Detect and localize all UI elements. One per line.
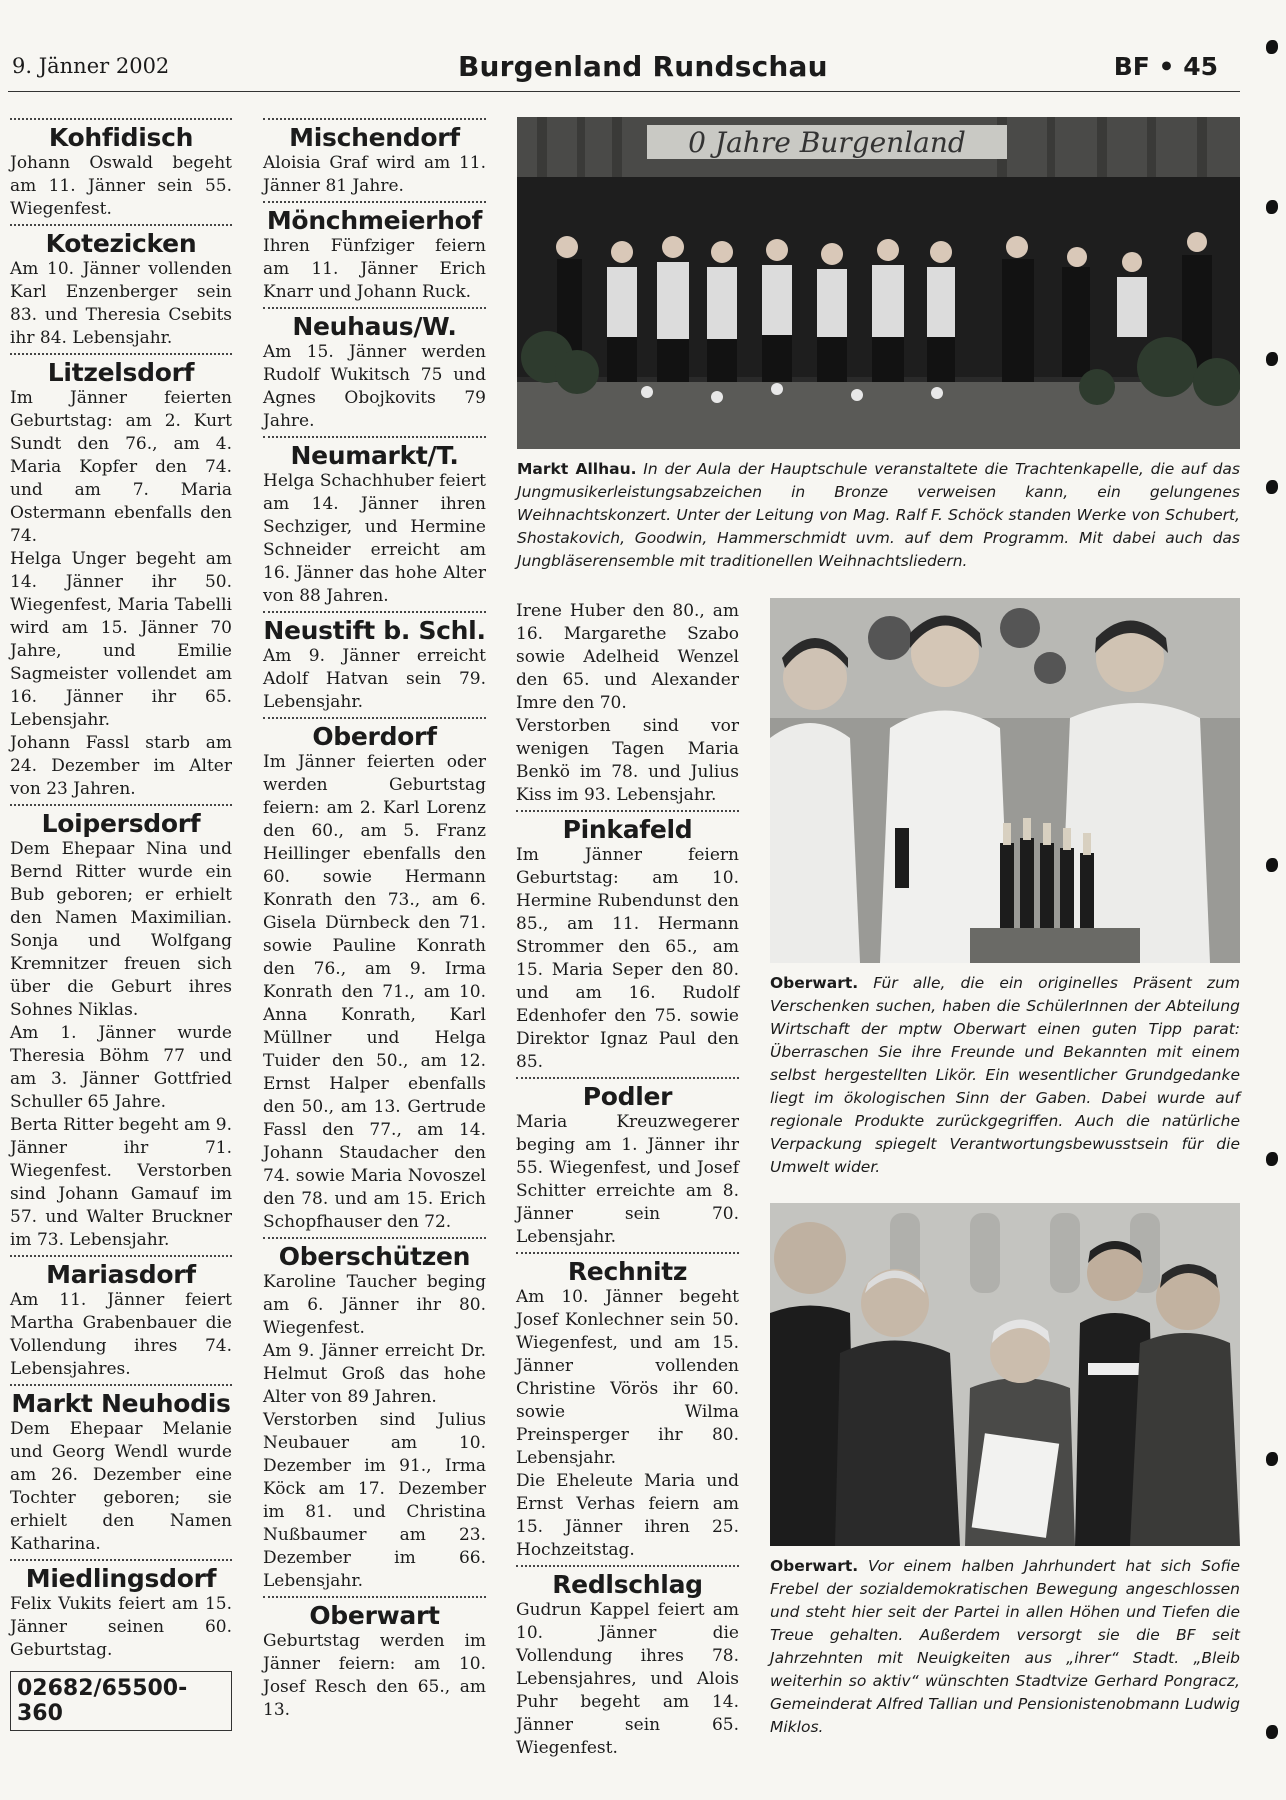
item-text: Am 10. Jänner vollenden Karl Enzenberger sein 83. und Theresia Csebits ihr 84. Lebensjahr. xyxy=(10,259,232,348)
place-heading: Redlschlag xyxy=(552,1570,703,1599)
column-1 xyxy=(10,118,232,1731)
place-heading: Pinkafeld xyxy=(562,815,693,844)
place-heading: Mariasdorf xyxy=(46,1260,196,1289)
scan-mark xyxy=(1266,480,1278,494)
news-item xyxy=(263,717,486,1234)
news-item xyxy=(516,1077,739,1249)
place-heading: Kotezicken xyxy=(45,229,197,258)
item-text: Im Jänner feierten Geburtstag: am 2. Kurt Sundt den 76., am 4. Maria Kopfer den 74. und am 7. Maria Ostermann ebenfalls den 74. xyxy=(10,388,232,546)
item-text: Berta Ritter begeht am 9. Jänner ihr 71. Wiegenfest. Verstorben sind Johann Gamauf im 57. und Walter Bruckner im 73. Lebensjahr. xyxy=(10,1115,232,1250)
news-item xyxy=(10,1384,232,1556)
item-text: Johann Oswald begeht am 11. Jänner sein 55. Wiegenfest. xyxy=(10,153,232,219)
place-heading: Miedlingsdorf xyxy=(25,1564,217,1593)
item-text: Dem Ehepaar Nina und Bernd Ritter wurde ein Bub geboren; er erhielt den Namen Maximilian. Sonja und Wolfgang Kremnitzer freuen sich über die Geburt ihres Sohnes Niklas. xyxy=(10,839,232,1020)
place-heading: Litzelsdorf xyxy=(47,358,195,387)
place-heading: Oberschützen xyxy=(278,1242,471,1271)
item-text: Johann Fassl starb am 24. Dezember im Alter von 23 Jahren. xyxy=(10,733,232,799)
item-text: Am 11. Jänner feiert Martha Grabenbauer die Vollendung ihres 74. Lebensjahres. xyxy=(10,1290,232,1379)
news-item xyxy=(10,1255,232,1381)
item-text: Am 1. Jänner wurde Theresia Böhm 77 und am 3. Jänner Gottfried Schuller 65 Jahre. xyxy=(10,1023,232,1112)
place-heading: Mischendorf xyxy=(289,123,460,152)
caption-lead: Oberwart. xyxy=(770,1557,859,1575)
newspaper-title: Burgenland Rundschau xyxy=(458,50,828,83)
item-text: Verstorben sind Julius Neubauer am 10. Dezember im 91., Irma Köck am 17. Dezember im 81. und Christina Nußbaumer am 23. Dezember im 66. Lebensjahr. xyxy=(263,1410,486,1591)
scan-mark xyxy=(1266,200,1278,214)
news-item xyxy=(263,1237,486,1593)
item-text: Am 10. Jänner begeht Josef Konlechner sein 50. Wiegenfest, und am 15. Jänner vollenden Christine Vörös ihr 60. sowie Wilma Preinsperger ihr 80. Lebensjahr. xyxy=(516,1287,739,1468)
item-text: Dem Ehepaar Melanie und Georg Wendl wurde am 26. Dezember eine Tochter geboren; sie erhielt den Namen Katharina. xyxy=(10,1419,232,1554)
news-item xyxy=(10,224,232,350)
scan-mark xyxy=(1266,40,1278,54)
item-text: Im Jänner feierten oder werden Geburtstag feiern: am 2. Karl Lorenz den 60., am 5. Franz Heillinger ebenfalls den 60. sowie Hermann Konrath den 73., am 6. Gisela Dürnbeck den 71. sowie Pauline Konrath den 76., am 9. Irma Konrath den 71., am 10. Anna Konrath, Karl Müllner und Helga Tuider den 50., am 12. Ernst Halper ebenfalls den 50., am 13. Gertrude Fassl den 77., am 14. Johann Staudacher den 74. sowie Maria Novoszel den 78. und am 15. Erich Schopfhauser den 72. xyxy=(263,752,486,1232)
scan-mark xyxy=(1266,1452,1278,1466)
honor-photo xyxy=(770,1203,1240,1546)
place-heading: Oberwart xyxy=(309,1601,440,1630)
place-heading: Neustift b. Schl. xyxy=(263,616,486,645)
item-text: Am 9. Jänner erreicht Adolf Hatvan sein 79. Lebensjahr. xyxy=(263,646,486,712)
item-text: Am 15. Jänner werden Rudolf Wukitsch 75 und Agnes Obojkovits 79 Jahre. xyxy=(263,342,486,431)
item-text: Felix Vukits feiert am 15. Jänner seinen 60. Geburtstag. xyxy=(10,1594,232,1660)
concert-photo-image xyxy=(517,117,1240,449)
item-text: Ihren Fünfziger feiern am 11. Jänner Erich Knarr und Johann Ruck. xyxy=(263,236,486,302)
item-text: Karoline Taucher beging am 6. Jänner ihr 80. Wiegenfest. xyxy=(263,1272,486,1338)
item-text: Helga Schachhuber feiert am 14. Jänner ihren Sechziger, und Hermine Schneider erreicht am 16. Jänner das hohe Alter von 88 Jahren. xyxy=(263,471,486,606)
column-3 xyxy=(516,600,739,1763)
news-item xyxy=(516,1565,739,1760)
item-text: Maria Kreuzwegerer beging am 1. Jänner ihr 55. Wiegenfest, und Josef Schitter erreichte am 8. Jänner sein 70. Lebensjahr. xyxy=(516,1112,739,1247)
phone-number-box: 02682/65500-360 xyxy=(10,1671,232,1731)
news-item xyxy=(10,353,232,801)
caption-text: Vor einem halben Jahrhundert hat sich Sofie Frebel der sozialdemokratischen Bewegung angeschlossen und steht hier seit der Partei in allen Höhen und Tiefen die Treue gehalten. Außerdem versorgt sie die BF seit Jahrzehnten mit Neuigkeiten aus „ihrer“ Stadt. „Bleib weiterhin so aktiv“ wünschten Stadtvize Gerhard Pongracz, Gemeinderat Alfred Tallian und Pensionistenobmann Ludwig Miklos. xyxy=(770,1557,1240,1736)
news-item xyxy=(263,201,486,304)
news-item xyxy=(263,118,486,198)
place-heading: Neumarkt/T. xyxy=(290,441,459,470)
news-item xyxy=(10,804,232,1252)
news-item xyxy=(263,611,486,714)
scan-mark xyxy=(1266,1725,1278,1739)
place-heading: Rechnitz xyxy=(567,1257,688,1286)
column-2 xyxy=(263,118,486,1725)
issue-date: 9. Jänner 2002 xyxy=(12,54,170,78)
caption-lead: Markt Allhau. xyxy=(517,460,637,478)
honor-photo-image xyxy=(770,1203,1240,1546)
scan-mark xyxy=(1266,352,1278,366)
news-item xyxy=(516,810,739,1074)
place-heading: Oberdorf xyxy=(312,722,437,751)
item-text: Im Jänner feiern Geburtstag: am 10. Hermine Rubendunst den 85., am 11. Hermann Strommer den 65., am 15. Maria Seper den 80. und am 16. Rudolf Edenhofer den 75. sowie Direktor Ignaz Paul den 85. xyxy=(516,845,739,1072)
item-text: Geburtstag werden im Jänner feiern: am 10. Josef Resch den 65., am 13. xyxy=(263,1631,486,1720)
item-text: Am 9. Jänner erreicht Dr. Helmut Groß das hohe Alter von 89 Jahren. xyxy=(263,1341,486,1407)
place-heading: Loipersdorf xyxy=(41,809,201,838)
concert-photo xyxy=(517,117,1240,449)
item-text: Aloisia Graf wird am 11. Jänner 81 Jahre. xyxy=(263,153,486,196)
item-text: Die Eheleute Maria und Ernst Verhas feiern am 15. Jänner ihren 25. Hochzeitstag. xyxy=(516,1471,739,1560)
item-text: Gudrun Kappel feiert am 10. Jänner die Vollendung ihres 78. Lebensjahres, und Alois Puhr begeht am 14. Jänner sein 65. Wiegenfest. xyxy=(516,1600,739,1758)
news-item xyxy=(10,1559,232,1662)
news-item-continued xyxy=(516,600,739,807)
page-number: BF • 45 xyxy=(1113,52,1218,81)
students-photo xyxy=(770,598,1240,963)
place-heading: Markt Neuhodis xyxy=(11,1389,231,1418)
caption-lead: Oberwart. xyxy=(770,974,859,992)
students-caption xyxy=(770,972,1240,1179)
place-heading: Mönchmeierhof xyxy=(266,206,483,235)
place-heading: Kohfidisch xyxy=(48,123,194,152)
scan-mark xyxy=(1266,858,1278,872)
place-heading: Podler xyxy=(582,1082,673,1111)
concert-banner-text: 0 Jahre Burgenland xyxy=(688,126,966,159)
item-text: Helga Unger begeht am 14. Jänner ihr 50. Wiegenfest, Maria Tabelli wird am 15. Jänner 70 Jahre, und Emilie Sagmeister vollendet am 16. Jänner ihr 65. Lebensjahr. xyxy=(10,549,232,730)
news-item xyxy=(516,1252,739,1562)
caption-text: Für alle, die ein originelles Präsent zum Verschenken suchen, haben die SchülerInnen der Abteilung Wirtschaft der mptw Oberwart einen guten Tipp parat: Überraschen Sie ihre Freunde und Bekannten mit einem selbst hergestellten Likör. Ein wesentlicher Grundgedanke liegt im ökologischen Sinn der Gaben. Dabei wurde auf regionale Produkte zurückgegriffen. Auch die natürliche Verpackung spiegelt Verantwortungsbewusstsein für die Umwelt wider. xyxy=(770,974,1240,1176)
page-header xyxy=(8,50,1240,92)
item-text: Verstorben sind vor wenigen Tagen Maria Benkö im 78. und Julius Kiss im 93. Lebensjahr. xyxy=(516,716,739,805)
news-item xyxy=(263,1596,486,1722)
students-photo-image xyxy=(770,598,1240,963)
news-item xyxy=(263,307,486,433)
item-text: Irene Huber den 80., am 16. Margarethe Szabo sowie Adelheid Wenzel den 65. und Alexander Imre den 70. xyxy=(516,601,739,713)
news-item xyxy=(263,436,486,608)
caption-text: In der Aula der Hauptschule veranstaltete die Trachtenkapelle, die auf das Jungmusikerleistungsabzeichen in Bronze verweisen kann, ein gelungenes Weihnachtskonzert. Unter der Leitung von Mag. Ralf F. Schöck standen Werke von Schubert, Shostakovich, Goodwin, Hammerschmidt uvm. auf dem Programm. Mit dabei auch das Jungbläserensemble mit traditionellen Weihnachtsliedern. xyxy=(517,460,1240,570)
concert-caption xyxy=(517,458,1240,573)
honor-caption xyxy=(770,1555,1240,1739)
scan-mark xyxy=(1266,1152,1278,1166)
place-heading: Neuhaus/W. xyxy=(292,312,457,341)
news-item xyxy=(10,118,232,221)
